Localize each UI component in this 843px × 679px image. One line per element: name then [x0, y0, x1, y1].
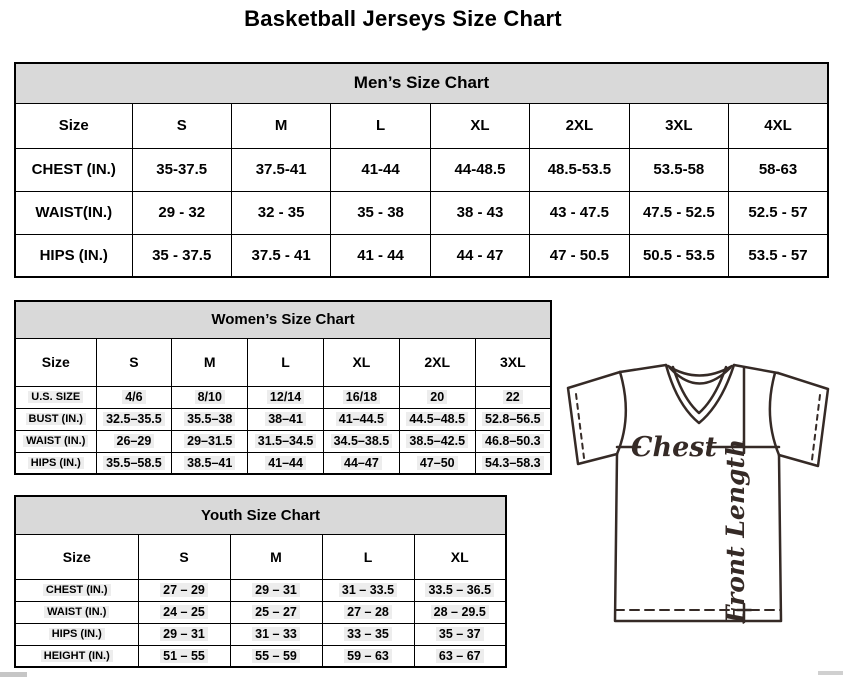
page-title: Basketball Jerseys Size Chart [244, 6, 562, 31]
table-title: Women’s Size Chart [15, 301, 551, 338]
size-value: 38.5–42.5 [399, 430, 475, 452]
size-value: 52.5 - 57 [729, 191, 828, 234]
row-label: WAIST (IN.) [15, 601, 138, 623]
column-header: S [138, 534, 230, 579]
chest-label: Chest [631, 432, 717, 463]
row-label: WAIST(IN.) [15, 191, 132, 234]
table-row [15, 234, 828, 277]
row-label: CHEST (IN.) [15, 148, 132, 191]
row-label: U.S. SIZE [15, 386, 96, 408]
size-value: 27 – 29 [138, 579, 230, 601]
size-value: 50.5 - 53.5 [629, 234, 728, 277]
table-row [15, 601, 506, 623]
size-value: 33.5 – 36.5 [414, 579, 506, 601]
column-header: XL [430, 103, 529, 148]
column-header: L [331, 103, 430, 148]
size-value: 52.8–56.5 [475, 408, 551, 430]
size-value: 46.8–50.3 [475, 430, 551, 452]
column-header: Size [15, 338, 96, 386]
size-value: 20 [399, 386, 475, 408]
row-label: HIPS (IN.) [15, 452, 96, 474]
scrollbar-fragment-right[interactable] [818, 671, 843, 675]
size-value: 53.5-58 [629, 148, 728, 191]
table-title: Men’s Size Chart [15, 63, 828, 103]
row-label: HIPS (IN.) [15, 234, 132, 277]
size-value: 48.5-53.5 [530, 148, 629, 191]
row-label: HEIGHT (IN.) [15, 645, 138, 667]
table-row [15, 645, 506, 667]
size-value: 31 – 33.5 [322, 579, 414, 601]
column-header: 4XL [729, 103, 828, 148]
jersey-measurement-diagram [557, 361, 839, 633]
column-header: M [230, 534, 322, 579]
size-value: 27 – 28 [322, 601, 414, 623]
size-value: 22 [475, 386, 551, 408]
size-value: 47–50 [399, 452, 475, 474]
size-value: 32.5–35.5 [96, 408, 172, 430]
table-row [15, 148, 828, 191]
size-value: 35 - 38 [331, 191, 430, 234]
size-value: 35.5–58.5 [96, 452, 172, 474]
table-row [15, 579, 506, 601]
size-value: 24 – 25 [138, 601, 230, 623]
table-row [15, 408, 551, 430]
size-value: 55 – 59 [230, 645, 322, 667]
column-header: XL [323, 338, 399, 386]
size-value: 41 - 44 [331, 234, 430, 277]
size-value: 29 - 32 [132, 191, 231, 234]
size-value: 54.3–58.3 [475, 452, 551, 474]
row-label: HIPS (IN.) [15, 623, 138, 645]
size-value: 4/6 [96, 386, 172, 408]
size-value: 32 - 35 [231, 191, 330, 234]
size-value: 63 – 67 [414, 645, 506, 667]
column-header: S [132, 103, 231, 148]
size-value: 31.5–34.5 [248, 430, 324, 452]
size-value: 35 - 37.5 [132, 234, 231, 277]
column-header: 2XL [530, 103, 629, 148]
jersey-outline-icon [557, 361, 839, 633]
size-value: 44.5–48.5 [399, 408, 475, 430]
row-label: CHEST (IN.) [15, 579, 138, 601]
column-header: S [96, 338, 172, 386]
size-value: 41–44.5 [323, 408, 399, 430]
table-row [15, 623, 506, 645]
size-value: 28 – 29.5 [414, 601, 506, 623]
column-header: L [322, 534, 414, 579]
size-value: 26–29 [96, 430, 172, 452]
size-value: 35 – 37 [414, 623, 506, 645]
size-value: 58-63 [729, 148, 828, 191]
mens-size-table [14, 62, 829, 278]
column-header: L [248, 338, 324, 386]
scrollbar-fragment-left[interactable] [0, 672, 27, 677]
table-title: Youth Size Chart [15, 496, 506, 534]
size-value: 16/18 [323, 386, 399, 408]
column-header: Size [15, 534, 138, 579]
column-header: Size [15, 103, 132, 148]
size-value: 41-44 [331, 148, 430, 191]
size-value: 25 – 27 [230, 601, 322, 623]
size-value: 29 – 31 [230, 579, 322, 601]
size-value: 29–31.5 [172, 430, 248, 452]
size-value: 38–41 [248, 408, 324, 430]
size-value: 53.5 - 57 [729, 234, 828, 277]
youth-size-table [14, 495, 507, 668]
size-value: 8/10 [172, 386, 248, 408]
table-row [15, 191, 828, 234]
column-header: 2XL [399, 338, 475, 386]
front-length-label: Front Length [721, 438, 750, 624]
size-value: 38 - 43 [430, 191, 529, 234]
column-header: M [231, 103, 330, 148]
row-label: WAIST (IN.) [15, 430, 96, 452]
table-row [15, 452, 551, 474]
size-value: 44 - 47 [430, 234, 529, 277]
column-header: 3XL [629, 103, 728, 148]
table-row [15, 386, 551, 408]
womens-size-table [14, 300, 552, 475]
size-value: 34.5–38.5 [323, 430, 399, 452]
size-value: 51 – 55 [138, 645, 230, 667]
column-header: 3XL [475, 338, 551, 386]
size-value: 31 – 33 [230, 623, 322, 645]
size-value: 38.5–41 [172, 452, 248, 474]
table-row [15, 430, 551, 452]
size-value: 59 – 63 [322, 645, 414, 667]
size-value: 43 - 47.5 [530, 191, 629, 234]
size-value: 35.5–38 [172, 408, 248, 430]
size-value: 35-37.5 [132, 148, 231, 191]
size-value: 47.5 - 52.5 [629, 191, 728, 234]
size-value: 44-48.5 [430, 148, 529, 191]
size-value: 37.5 - 41 [231, 234, 330, 277]
size-value: 44–47 [323, 452, 399, 474]
size-value: 37.5-41 [231, 148, 330, 191]
size-value: 41–44 [248, 452, 324, 474]
row-label: BUST (IN.) [15, 408, 96, 430]
size-value: 47 - 50.5 [530, 234, 629, 277]
size-value: 12/14 [248, 386, 324, 408]
size-value: 33 – 35 [322, 623, 414, 645]
column-header: XL [414, 534, 506, 579]
size-value: 29 – 31 [138, 623, 230, 645]
column-header: M [172, 338, 248, 386]
